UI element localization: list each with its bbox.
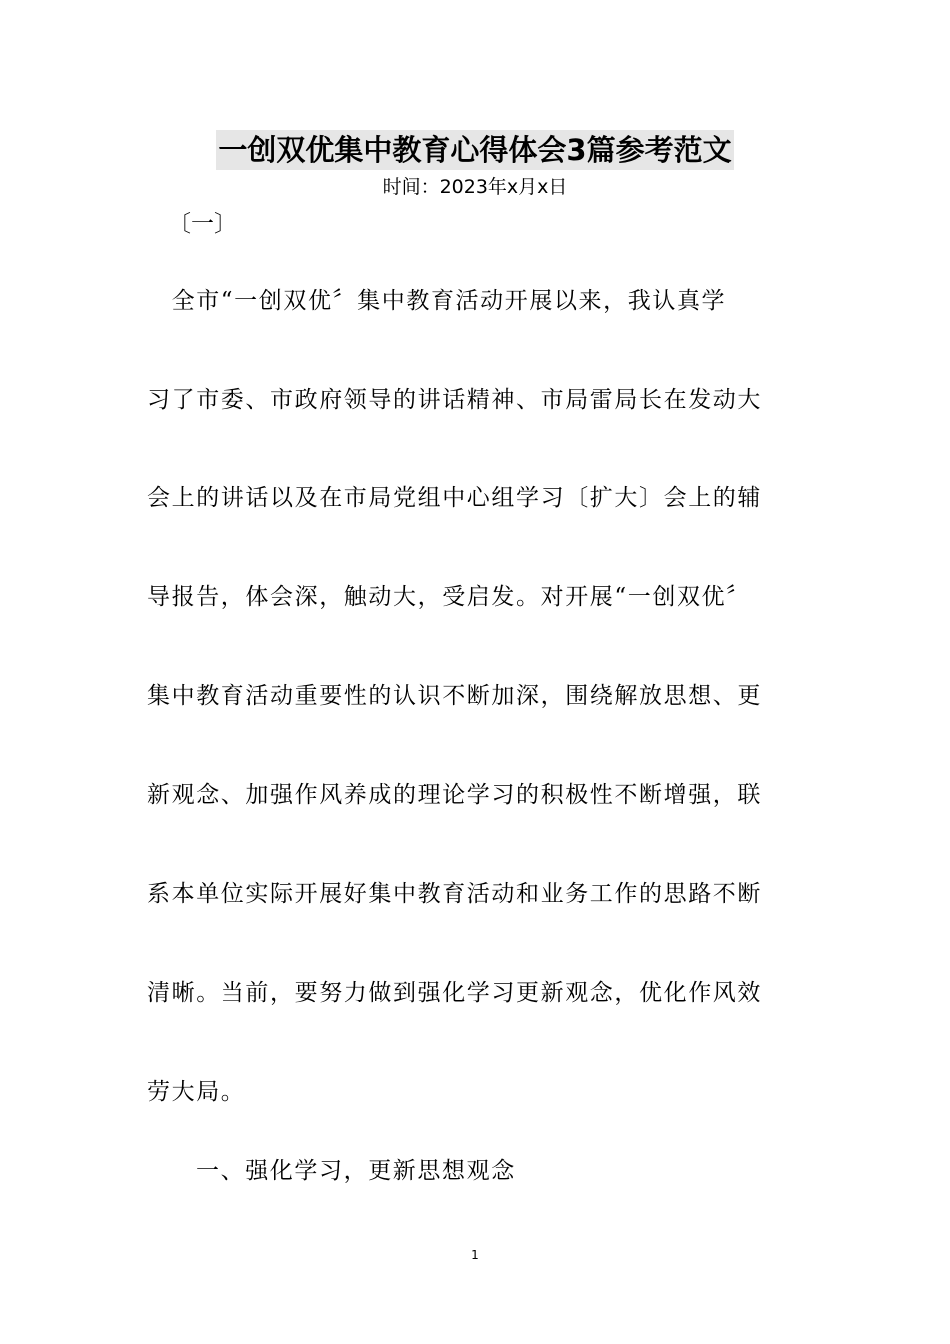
section-mark: 〔一〕: [168, 211, 237, 237]
body-line: 导报告，体会深，触动大，受启发。对开展“一创双优〞: [147, 584, 751, 610]
page-number: 1: [471, 1248, 479, 1262]
body-line: 清晰。当前，要努力做到强化学习更新观念，优化作风效: [147, 980, 762, 1006]
body-line: 新观念、加强作风养成的理论学习的积极性不断增强，联: [147, 782, 762, 808]
section-heading: 一、强化学习，更新思想观念: [196, 1158, 516, 1184]
document-date: 时间：2023年x月x日: [382, 176, 568, 198]
body-line: 全市“一创双优〞集中教育活动开展以来，我认真学: [147, 288, 727, 314]
document-title: 一创双优集中教育心得体会3篇参考范文: [216, 130, 733, 170]
title-container: [0, 130, 950, 170]
body-line: 劳大局。: [147, 1079, 246, 1105]
body-line: 会上的讲话以及在市局党组中心组学习〔扩大〕会上的辅: [147, 485, 762, 511]
body-line: 系本单位实际开展好集中教育活动和业务工作的思路不断: [147, 881, 762, 907]
body-line: 集中教育活动重要性的认识不断加深，围绕解放思想、更: [147, 683, 762, 709]
body-line: 习了市委、市政府领导的讲话精神、市局雷局长在发动大: [147, 387, 762, 413]
